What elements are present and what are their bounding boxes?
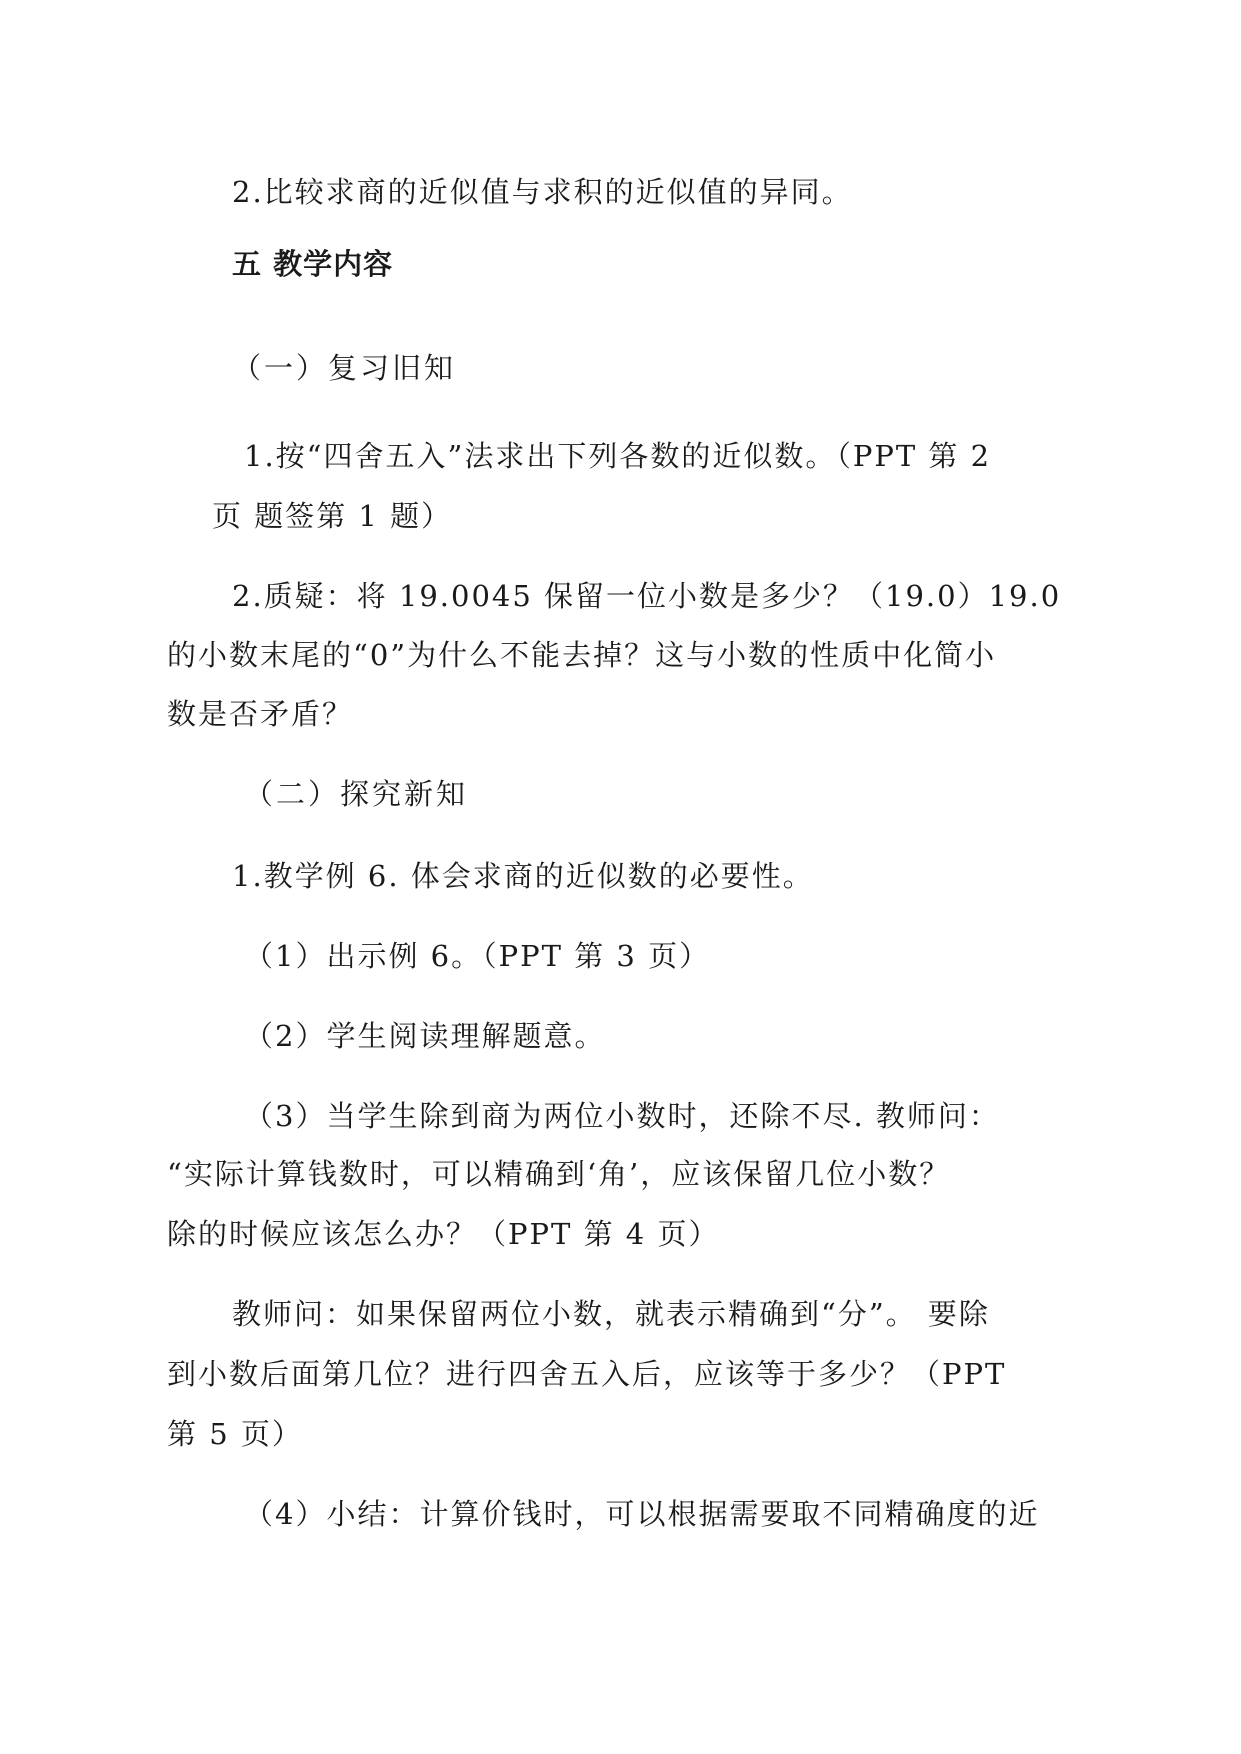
explore-item-1: 1.教学例 6. 体会求商的近似数的必要性。 [232,859,814,893]
review-item-1-line-1: 1.按“四舍五入”法求出下列各数的近似数。（PPT 第 2 [244,439,992,473]
compare-approx-item: 2.比较求商的近似值与求积的近似值的异同。 [232,175,853,209]
section-heading-teaching-content: 五 教学内容 [232,247,394,281]
review-item-1-line-2: 页 题签第 1 题） [212,499,453,533]
review-item-2-line-1: 2.质疑：将 19.0045 保留一位小数是多少？（19.0）19.0 [232,579,1062,613]
explore-step-2: （2）学生阅读理解题意。 [244,1019,606,1053]
review-item-2-line-3: 数是否矛盾？ [167,697,354,731]
explore-step-3-line-2: “实际计算钱数时，可以精确到‘角’，应该保留几位小数？ [167,1157,951,1191]
explore-step-1: （1）出示例 6。（PPT 第 3 页） [244,939,711,973]
subsection-review-heading: （一）复习旧知 [232,351,457,385]
explore-step-3-line-3: 除的时候应该怎么办？（PPT 第 4 页） [167,1217,720,1251]
subsection-explore-heading: （二）探究新知 [244,777,469,811]
explore-step-4-summary: （4）小结：计算价钱时，可以根据需要取不同精确度的近 [244,1497,1040,1531]
teacher-question-line-1: 教师问：如果保留两位小数，就表示精确到“分”。 要除 [232,1297,990,1331]
teacher-question-line-2: 到小数后面第几位？进行四舍五入后，应该等于多少？（PPT [167,1357,1007,1391]
review-item-2-line-2: 的小数末尾的“0”为什么不能去掉？这与小数的性质中化简小 [167,638,997,672]
teacher-question-line-3: 第 5 页） [167,1417,303,1451]
explore-step-3-line-1: （3）当学生除到商为两位小数时，还除不尽. 教师问： [244,1099,1000,1133]
